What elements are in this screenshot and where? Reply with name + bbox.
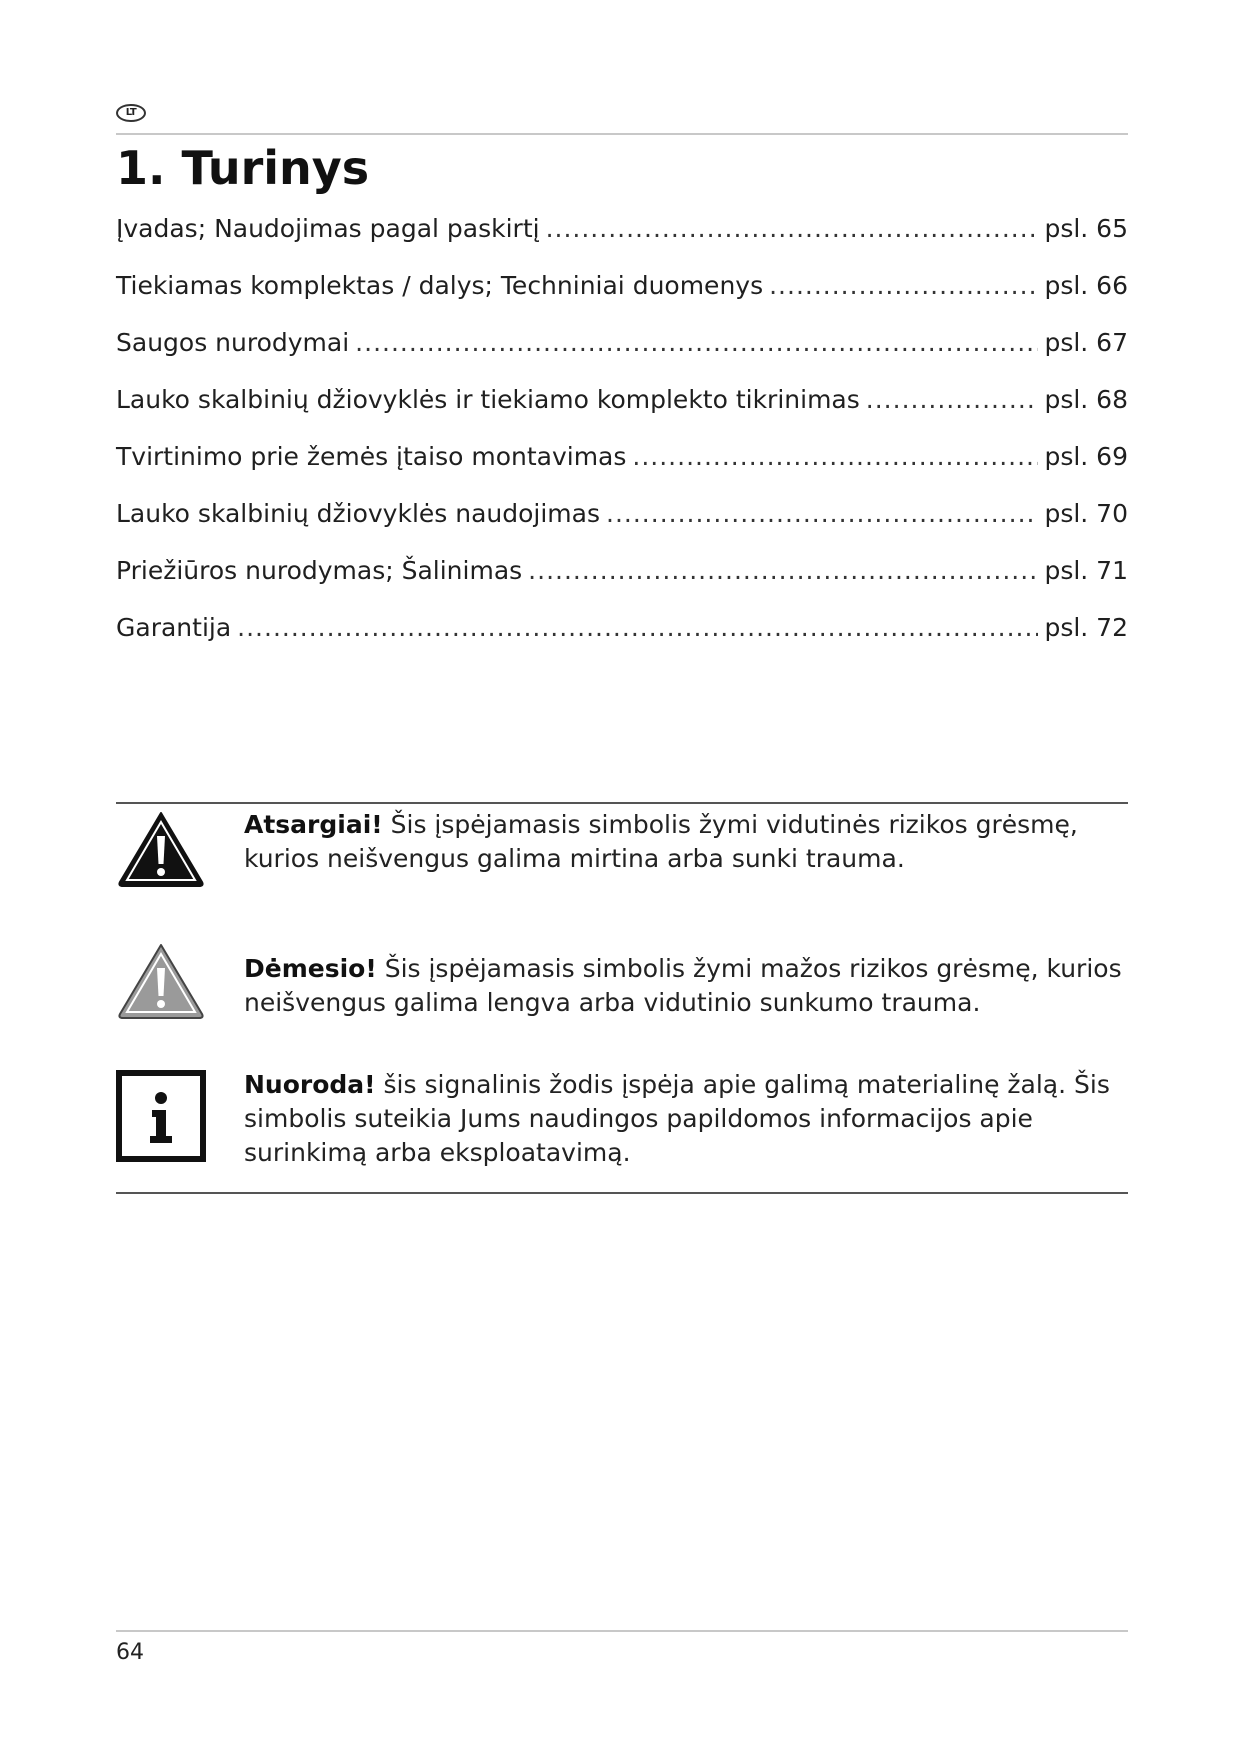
toc-entry-label: Tvirtinimo prie žemės įtaiso montavimas [116, 442, 627, 471]
notice-text [244, 940, 1128, 1024]
toc-leader-dots [546, 214, 1039, 243]
toc-leader-dots [769, 271, 1038, 300]
toc-entry-page: psl. 66 [1044, 271, 1128, 300]
warning-gray-icon [116, 940, 206, 1024]
header-rule [116, 133, 1128, 135]
toc-entry [116, 499, 1128, 556]
toc-entry-label: Lauko skalbinių džiovyklės ir tiekiamo komplekto tikrinimas [116, 385, 860, 414]
notice-body: Šis įspėjamasis simbolis žymi mažos rizikos grėsmę, kurios neišvengus galima lengva arba vidutinio sunkumo trauma. [244, 954, 1122, 1017]
notice-info [116, 1070, 1128, 1170]
footer-rule [116, 1630, 1128, 1632]
toc-entry-label: Garantija [116, 613, 232, 642]
toc-entry-label: Saugos nurodymai [116, 328, 350, 357]
page-title: 1. Turinys [116, 141, 370, 195]
toc-entry-page: psl. 67 [1044, 328, 1128, 357]
notice-text [244, 1068, 1128, 1170]
toc-entry [116, 613, 1128, 670]
signal-word: Dėmesio! [244, 954, 377, 983]
toc-leader-dots [355, 328, 1038, 357]
signal-word: Atsargiai! [244, 810, 383, 839]
toc-entry-page: psl. 72 [1044, 613, 1128, 642]
toc-entry-page: psl. 69 [1044, 442, 1128, 471]
toc-entry [116, 328, 1128, 385]
notice-body: šis signalinis žodis įspėja apie galimą materialinę žalą. Šis simbolis suteikia Jums naudingos papildomos informacijos apie surinkimą arba eksploatavimą. [244, 1070, 1110, 1167]
toc-entry [116, 385, 1128, 442]
toc-entry [116, 271, 1128, 328]
toc-entry [116, 442, 1128, 499]
notice-caution [116, 808, 1128, 892]
toc-entry-label: Lauko skalbinių džiovyklės naudojimas [116, 499, 601, 528]
toc-leader-dots [606, 499, 1038, 528]
toc-entry-label: Tiekiamas komplektas / dalys; Techniniai duomenys [116, 271, 764, 300]
toc-entry-page: psl. 68 [1044, 385, 1128, 414]
notices-bottom-rule [116, 1192, 1128, 1194]
toc-leader-dots [632, 442, 1038, 471]
language-badge: LT [116, 104, 146, 122]
page-number: 64 [116, 1640, 144, 1665]
notice-text [244, 808, 1128, 892]
toc-entry [116, 214, 1128, 271]
toc-entry-page: psl. 71 [1044, 556, 1128, 585]
toc-leader-dots [528, 556, 1038, 585]
toc-entry-page: psl. 70 [1044, 499, 1128, 528]
warning-black-icon [116, 808, 206, 892]
toc-entry-page: psl. 65 [1044, 214, 1128, 243]
notice-body: Šis įspėjamasis simbolis žymi vidutinės rizikos grėsmę, kurios neišvengus galima mirtina arba sunki trauma. [244, 810, 1078, 873]
notice-attention [116, 940, 1128, 1024]
toc-entry [116, 556, 1128, 613]
notices-top-rule [116, 802, 1128, 804]
toc-entry-label: Įvadas; Naudojimas pagal paskirtį [116, 214, 540, 243]
signal-word: Nuoroda! [244, 1070, 376, 1099]
toc-entry-label: Priežiūros nurodymas; Šalinimas [116, 556, 523, 585]
table-of-contents [116, 214, 1128, 670]
info-icon [116, 1070, 206, 1170]
toc-leader-dots [237, 613, 1038, 642]
toc-leader-dots [866, 385, 1039, 414]
